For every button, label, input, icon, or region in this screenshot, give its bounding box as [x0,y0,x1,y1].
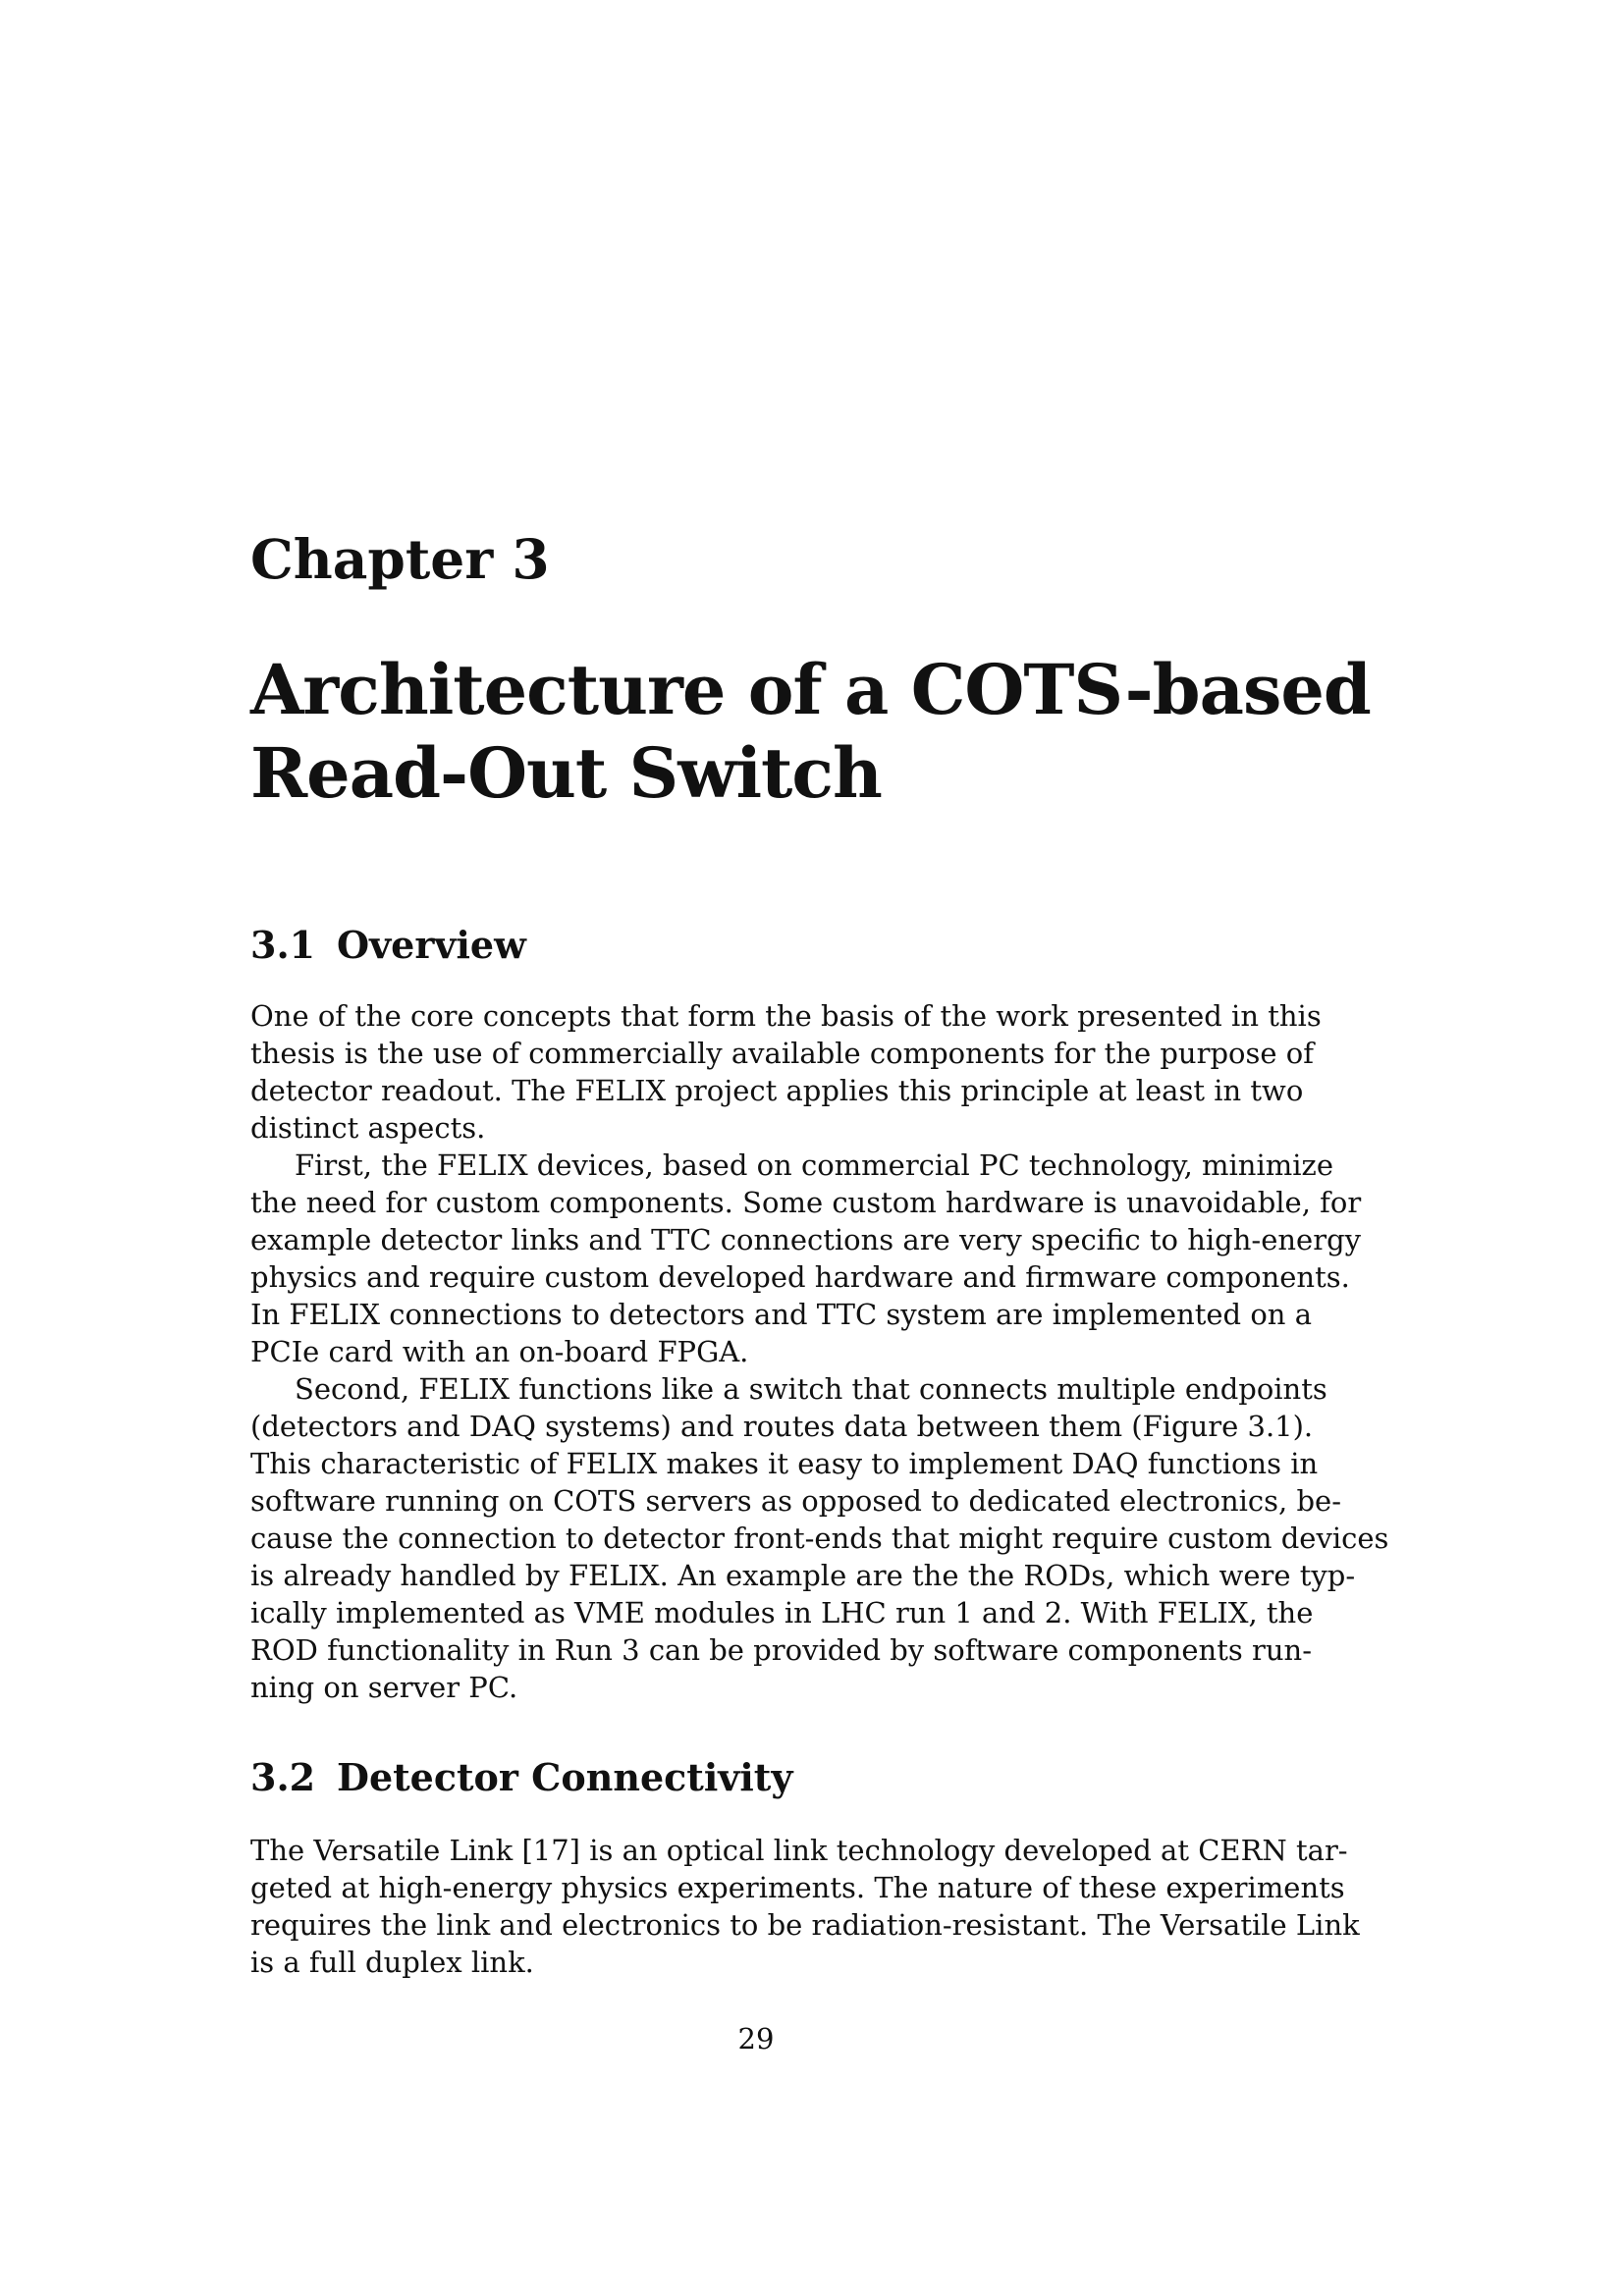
chapter-label: Chapter 3 [250,527,550,591]
paragraph-overview-intro [250,997,1322,1147]
text-line: distinct aspects. [250,1111,486,1145]
paragraph-versatile-link [250,1832,1360,1981]
text-line: The Versatile Link [17] is an optical link technology developed at CERN tar- [250,1834,1348,1867]
text-line: One of the core concepts that form the basis of the work presented in this [250,999,1322,1033]
text-line: is a full duplex link. [250,1946,534,1979]
text-line: software running on COTS servers as opposed to dedicated electronics, be- [250,1484,1342,1518]
paragraph-overview-second [250,1370,1389,1706]
text-line: ically implemented as VME modules in LHC run 1 and 2. With FELIX, the [250,1596,1314,1629]
text-line: (detectors and DAQ systems) and routes data between them (Figure 3.1). [250,1410,1314,1443]
text-line: the need for custom components. Some custom hardware is unavoidable, for [250,1186,1362,1219]
section-number: 3.1 [250,923,316,967]
section-title: Detector Connectivity [337,1755,793,1799]
page-number: 29 [737,2022,775,2056]
text-line: ning on server PC. [250,1671,518,1704]
text-line: In FELIX connections to detectors and TTC system are implemented on a [250,1298,1312,1331]
text-line: thesis is the use of commercially available components for the purpose of [250,1037,1314,1070]
text-line: geted at high-energy physics experiments. The nature of these experiments [250,1871,1345,1904]
section-title: Overview [337,923,526,967]
text-line: detector readout. The FELIX project applies this principle at least in two [250,1074,1304,1107]
text-line: Second, FELIX functions like a switch that connects multiple endpoints [295,1372,1327,1406]
text-line: requires the link and electronics to be radiation-resistant. The Versatile Link [250,1908,1360,1942]
text-line: physics and require custom developed hardware and firmware components. [250,1260,1350,1294]
chapter-title-line: Architecture of a COTS-based [250,649,1371,730]
text-line: example detector links and TTC connections are very specific to high-energy [250,1223,1362,1256]
text-line: cause the connection to detector front-ends that might require custom devices [250,1522,1389,1555]
chapter-title-line: Read-Out Switch [250,732,882,814]
text-line: PCIe card with an on-board FPGA. [250,1335,749,1368]
paragraph-overview-first [250,1147,1362,1370]
chapter-title [250,648,1371,815]
text-line: ROD functionality in Run 3 can be provided by software components run- [250,1633,1313,1667]
text-line: First, the FELIX devices, based on commercial PC technology, minimize [295,1148,1333,1182]
text-line: This characteristic of FELIX makes it easy to implement DAQ functions in [250,1447,1319,1480]
section-number: 3.2 [250,1755,316,1799]
section-heading-overview [250,921,526,970]
text-line: is already handled by FELIX. An example are the the RODs, which were typ- [250,1559,1356,1592]
section-heading-detector-connectivity [250,1753,792,1802]
